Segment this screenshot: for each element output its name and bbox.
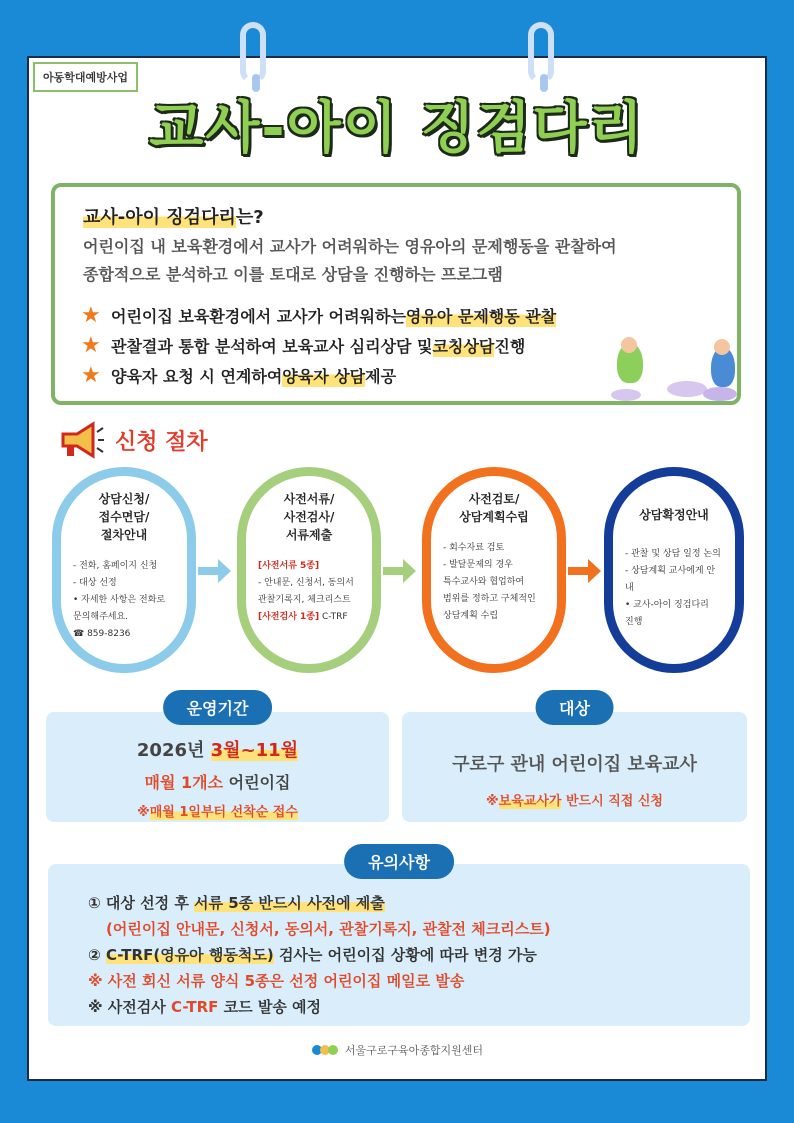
step-line: - 대상 선정 [73, 578, 117, 588]
step-line: 특수교사와 협업하여 [443, 577, 525, 587]
intro-heading-highlight: 교사-아이 징검다리 [83, 207, 236, 228]
notes-label: 유의사항 [344, 844, 454, 879]
step-line: - 발달문제의 경우 [443, 560, 513, 570]
step-line: - 관찰 및 상담 일정 논의 [625, 549, 721, 559]
period-label: 운영기간 [163, 690, 273, 725]
bullet-item: ★ 양육자 요청 시 연계하여 양육자 상담 제공 [81, 362, 397, 388]
kids-illustration [611, 337, 741, 402]
step-line: - 안내문, 신청서, 동의서 [258, 578, 354, 588]
center-logo-icon [311, 1042, 339, 1058]
bullet-item: ★ 어린이집 보육환경에서 교사가 어려워하는 영유아 문제행동 관찰 [81, 302, 557, 328]
step-title: 사전서류/ 사전검사/ 서류제출 [283, 492, 335, 542]
page-title: 교사-아이 징검다리 [149, 96, 645, 161]
footer [0, 1042, 794, 1058]
footer-org: 서울구로구육아종합지원센터 [344, 1044, 484, 1057]
period-note: ※매월 1일부터 선착순 접수 [137, 805, 298, 820]
target-note: ※보육교사가 반드시 직접 신청 [486, 794, 663, 809]
step-card-3 [422, 467, 566, 673]
arrow-icon [568, 556, 602, 586]
intro-description [83, 233, 723, 289]
note-item: ① 대상 선정 후 서류 5종 반드시 사전에 제출 [88, 894, 385, 912]
star-icon: ★ [81, 332, 101, 358]
step-line: • 교사-아이 징검다리 [625, 600, 709, 610]
target-box [402, 699, 747, 822]
step-label: [사전서류 5종] [258, 561, 320, 571]
period-dates: 2026년 3월~11월 [136, 740, 299, 761]
target-text: 구로구 관내 어린이집 보육교사 [452, 754, 697, 775]
arrow-icon [383, 556, 417, 586]
step-line: - 회수자료 검토 [443, 543, 505, 553]
intro-heading-rest: 는? [235, 207, 264, 228]
step-line: - 상담계획 교사에게 안내 [625, 566, 716, 593]
step-line: 상담계획 수립 [443, 611, 499, 621]
intro-heading [83, 203, 264, 229]
notes-box [48, 853, 750, 1026]
star-icon: ★ [81, 302, 101, 328]
note-item: ※ 사전 회신 서류 양식 5종은 선정 어린이집 메일로 발송 [88, 972, 465, 990]
step-title: 상담확정안내 [639, 508, 709, 522]
period-monthly: 매월 1개소 어린이집 [144, 773, 291, 792]
step-card-2 [237, 467, 381, 673]
note-item: ※ 사전검사 C-TRF 코드 발송 예정 [88, 998, 322, 1016]
period-box [46, 699, 389, 822]
step-card-4 [604, 467, 744, 673]
note-item: ② C-TRF(영유아 행동척도) 검사는 어린이집 상황에 따라 변경 가능 [88, 946, 537, 964]
megaphone-icon [57, 420, 105, 460]
star-icon: ★ [81, 362, 101, 388]
intro-desc-line: 종합적으로 분석하고 이를 토대로 상담을 진행하는 프로그램 [83, 265, 503, 284]
notes-list [88, 890, 551, 1020]
intro-desc-line: 어린이집 내 보육환경에서 교사가 어려워하는 영유아의 문제행동을 관찰하여 [83, 237, 617, 256]
arrow-icon [198, 556, 232, 586]
step-label: [사전검사 1종] [258, 612, 320, 622]
binder-ring-left [240, 22, 266, 84]
target-label: 대상 [535, 690, 614, 725]
step-line: 범위를 정하고 구체적인 [443, 594, 536, 604]
step-line: 문의해주세요. [73, 612, 129, 622]
intro-bullets [81, 300, 641, 390]
note-item: (어린이집 안내문, 신청서, 동의서, 관찰기록지, 관찰전 체크리스트) [106, 920, 551, 938]
phone-number: ☎ 859-8236 [73, 629, 131, 639]
step-line: C-TRF [319, 612, 348, 622]
bullet-item: ★ 관찰결과 통합 분석하여 보육교사 심리상담 및 코칭상담 진행 [81, 332, 526, 358]
step-line: 진행 [625, 617, 643, 627]
program-tag: 아동학대예방사업 [33, 62, 138, 92]
step-line: - 전화, 홈페이지 신청 [73, 561, 158, 571]
step-line: 관찰기록지, 체크리스트 [258, 595, 351, 605]
procedure-section-title [57, 420, 208, 460]
step-title: 사전검토/ 상담계획수립 [459, 492, 529, 524]
intro-box [51, 183, 741, 405]
binder-ring-right [528, 22, 554, 84]
procedure-title: 신청 절차 [115, 429, 208, 455]
step-card-1 [52, 467, 196, 673]
step-line: • 자세한 사항은 전화로 [73, 595, 166, 605]
step-title: 상담신청/ 접수면담/ 절차안내 [98, 492, 150, 542]
